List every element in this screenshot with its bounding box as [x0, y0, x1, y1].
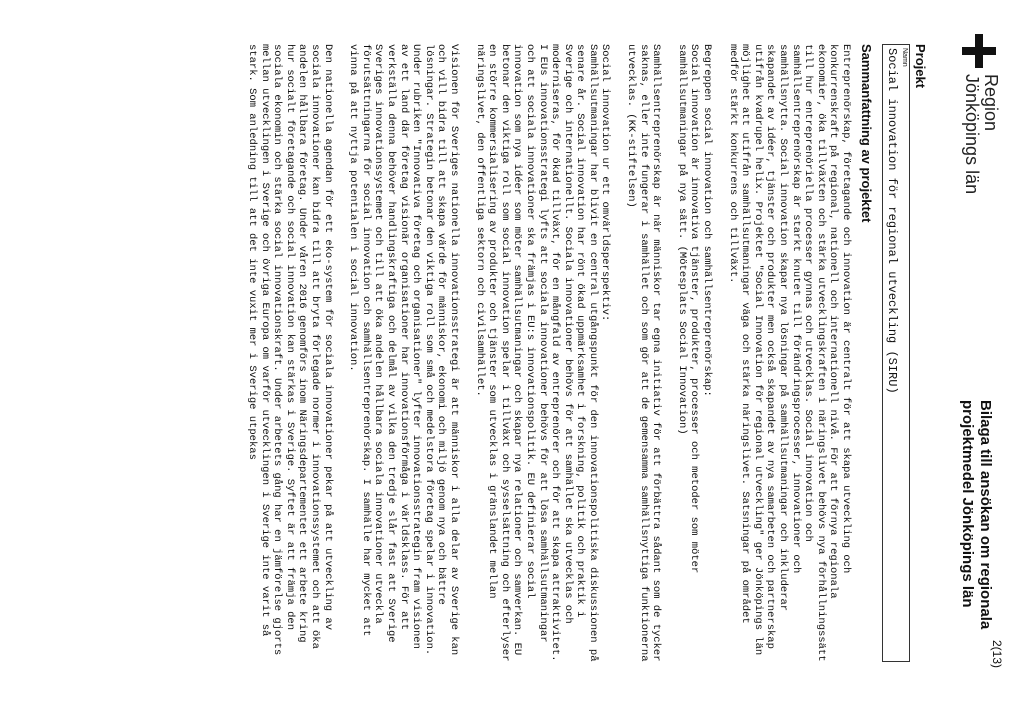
logo-text: [962, 74, 1000, 194]
summary-heading: Sammanfattning av projektet: [859, 44, 874, 223]
summary-paragraph: Social innovation ur ett omvärldsperspektiv: Samhällsutmaningar har blivit en central utgångspunkt för den innovationspolitiska diskussionen på senare år. Social innovation har rönt ökad uppmärksamhet i forskning, politik och praktik i Sverige och internationellt. Sociala innovationer behövs för att samhället ska utvecklas och moderniseras, för ökad tillväxt, för en mångfald av entreprenörer och för att skapa attraktivitet. I EUs innovationsstrategi lyfts att sociala innovationer behövs för att lösa samhällsutmaningar och att sociala innovationer ska främjas i EU:s innovationspolitik. EU definierar social innovation som nya idéer som möter samhällsutmaningar och skapar nya relationer och samverkan. EU betonar den viktiga roll som social innovation spelar i tillväxt och sysselsättning och efterlyser en större kommersialisering av produkter och tjänster som utvecklas i gränslandet mellan näringslivet, den offentliga sektorn och civilsamhället.: [473, 44, 612, 662]
summary-paragraph: Samhällsentreprenörskap är när människor tar egna initiativ för att förbättra sådant som de tycker saknas, eller inte fungerar i samhället och som gör att de gemensamma samhällsnyttiga funktionerna utvecklas. (KK-stiftelsen): [625, 44, 663, 662]
document-title-line-2: projektmedel Jönköpings län: [959, 400, 976, 608]
project-name-label: Namn: [901, 48, 908, 67]
logo-line-1: Region: [981, 74, 1001, 132]
page-number: 2(13): [990, 640, 1004, 669]
section-label-project: Projekt: [913, 44, 928, 89]
region-logo: [946, 34, 1002, 204]
summary-body: [232, 44, 852, 662]
summary-paragraph: Den nationella agendan för ett eko-system för sociala innovationer pekar på att utveckling av sociala innovationer kan bidra till att bryta förlegade normer i innovationssystemet och att öka andelen hållbara företag. Under våren 2016 genomförs inom Näringsdepartementet ett arbete kring hur socialt företagande och social innovation kan stärkas i Sverige. Syftet är att främja den sociala ekonomin och stärka social innovationskraft. Under arbetets gång har en jämförelse gjorts mellan utvecklingen i Sverige och övriga Europa om varför utvecklingen i Sverige inte varit så stark. Som anledning till att det inte vuxit mer i Sverige utpekas: [246, 44, 334, 656]
summary-paragraph: Begreppen social innovation och samhällsentreprenörskap: Social innovation är innovativa tjänster, produkter, processer och metoder som möter samhällsutmaningar på nya sätt. (Mötesplats Social Innovation): [675, 44, 714, 574]
project-name-value: Social innovation för regional utveckling (SIRU): [885, 48, 899, 394]
project-name-field: [882, 44, 910, 662]
document-title: [958, 400, 994, 680]
document-title-line-1: Bilaga till ansökan om regionala: [977, 400, 994, 630]
summary-paragraph: Visionen för Sveriges nationella innovationsstrategi är att människor i alla delar av Sverige kan och vill bidra till att skapa värde för människor, ekonomi och miljö genom nya och bättre lösningar. Strategin betonar den viktiga roll som små och medelstora företag spelar i innovation. Under rubriken "Innovativa företag och organisationer" lyfter innovationsstrategin fram visionen av ett land där företag visionär organisationer har innovationsförmåga i världsklass. För att verkställa denna behöver handlingskraftiga och delmål av vilka den tredje slår fast att Sverige Sveriges innovationssystemet och till att öka andelen hållbara sociala innovationer utveckla förutsättningarna för social innovation och samhällsentreprenörskap. I samhälle har mycket att vinna på att nyttja potentialen i social innovation.: [347, 44, 460, 656]
summary-paragraph: Entreprenörskap, företagande och innovation är centralt för att skapa utveckling och konkurrenskraft på regional, nationell och internationell nivå. För att förnya regionala ekonomier, öka tillväxten och stärka utvecklingskraften i näringslivet behövs nya förhållningssätt till hur entreprenöriella processer gynnas och utvecklas. Social innovation och samhällsentreprenörskap är starkt knutet till förändringsprocesser, innovationer och samhällsnytta. Social innovation skapar nya lösningar på samhällsutmaningar och inkluderar skapandet av idéer, tjänster och produkter men också skapandet av nya samarbeten och partnerskap utifrån kvadrupel helix. Projektet "Social Innovation för regional utveckling" ger Jönköpings län möjlighet att utifrån samhällsutmaningar väga och stärka näringslivet. Satsningar på området medför stärkt konkurrens och tillväxt.: [726, 44, 852, 662]
region-logo-icon: [962, 34, 996, 68]
logo-line-2: Jönköpings län: [962, 74, 982, 195]
